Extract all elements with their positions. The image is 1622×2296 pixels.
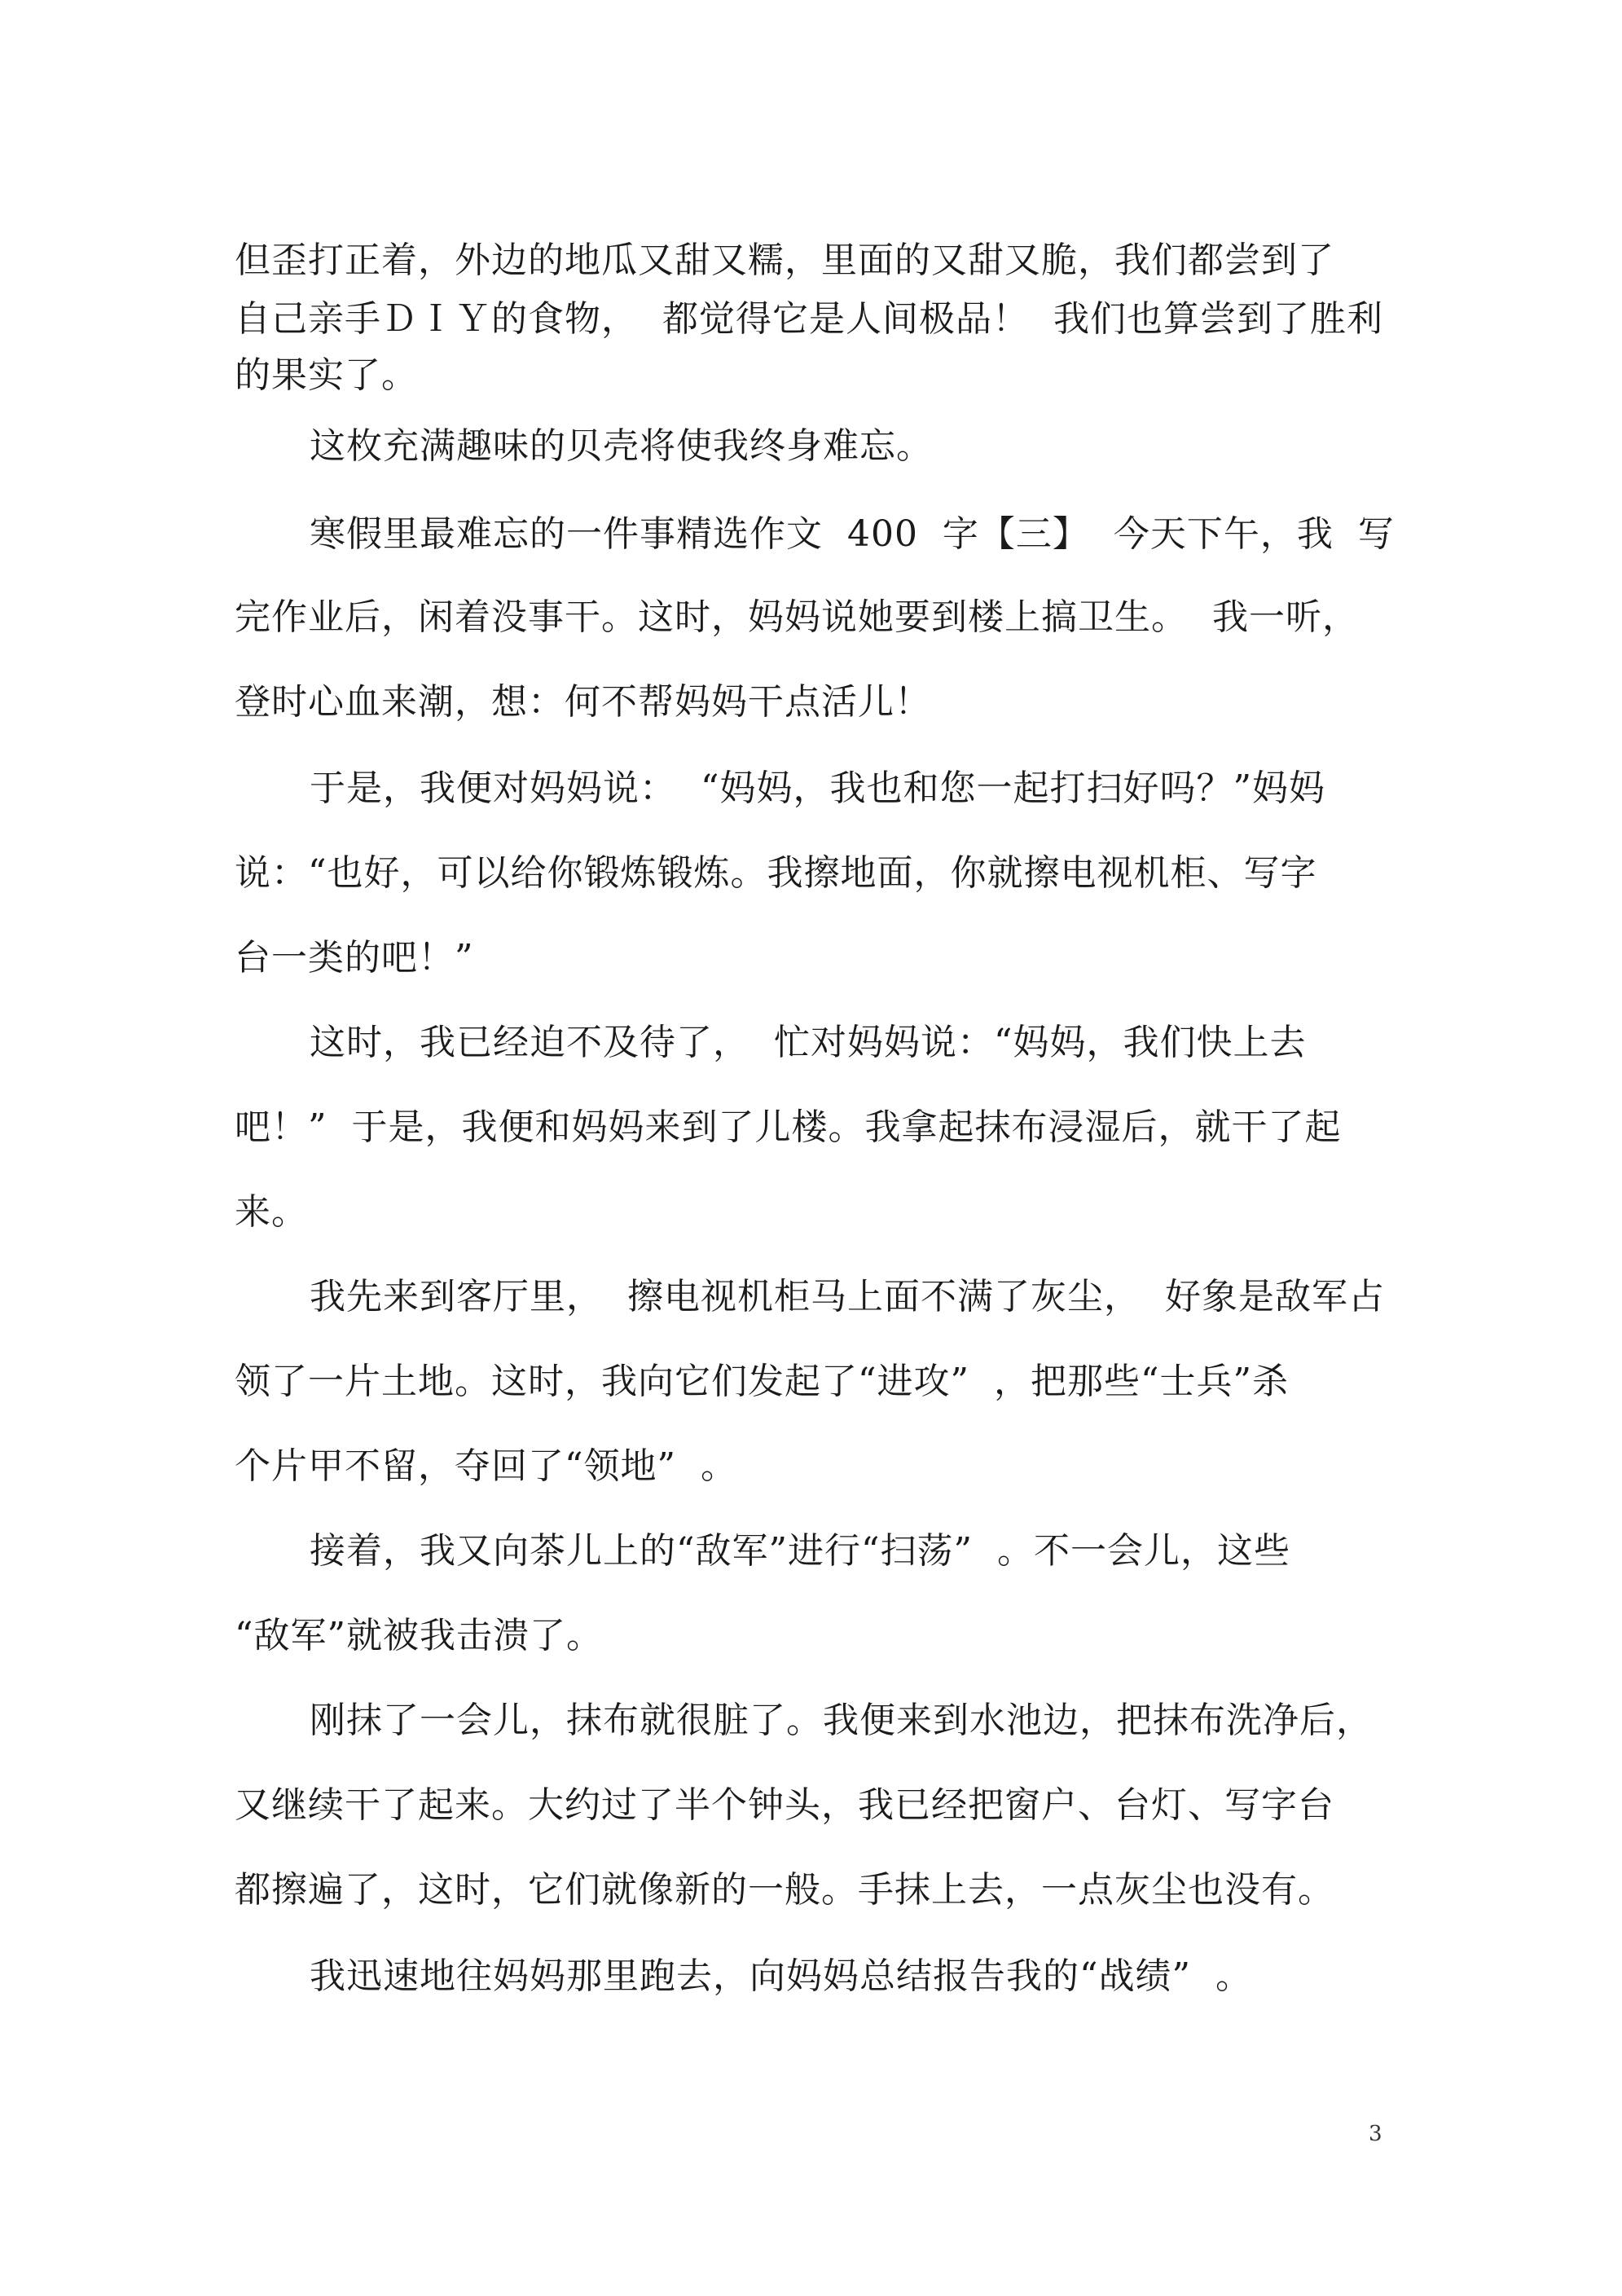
- text-line: 来。: [235, 1191, 308, 1233]
- text-line: “敌军”就被我击溃了。: [235, 1615, 603, 1656]
- text-line: 领了一片土地。这时，我向它们发起了“进攻” ，把那些“士兵”杀: [235, 1361, 1289, 1402]
- text-line: 接着，我又向茶儿上的“敌军”进行“扫荡” 。不一会儿，这些: [310, 1530, 1290, 1572]
- text-line: 又继续干了起来。大约过了半个钟头，我已经把窗户、台灯、写字台: [235, 1784, 1334, 1826]
- text-line: 我迅速地往妈妈那里跑去，向妈妈总结报告我的“战绩” 。: [310, 1955, 1252, 1997]
- text-line: 个片甲不留，夺回了“领地” 。: [235, 1445, 737, 1487]
- text-line: 刚抹了一会儿，抹布就很脏了。我便来到水池边，把抹布洗净后，: [310, 1700, 1373, 1741]
- text-line: 但歪打正着，外边的地瓜又甜又糯，里面的又甜又脆，我们都尝到了: [235, 240, 1334, 281]
- text-line: 这枚充满趣味的贝壳将使我终身难忘。: [310, 425, 933, 467]
- page-number: 3: [1369, 2122, 1382, 2146]
- text-line: 完作业后，闲着没事干。这时，妈妈说她要到楼上搞卫生。 我一听，: [235, 596, 1359, 638]
- text-line: 我先来到客厅里， 擦电视机柜马上面不满了灰尘， 好象是敌军占: [310, 1276, 1385, 1317]
- text-line: 登时心血来潮，想：何不帮妈妈干点活儿！: [235, 681, 931, 723]
- text-line: 说：“也好，可以给你锻炼锻炼。我擦地面，你就擦电视机柜、写字: [235, 852, 1317, 894]
- text-line: 这时，我已经迫不及待了， 忙对妈妈说：“妈妈，我们快上去: [310, 1022, 1307, 1063]
- text-line: 于是，我便对妈妈说： “妈妈，我也和您一起打扫好吗？”妈妈: [310, 768, 1325, 809]
- text-line: 吧！” 于是，我便和妈妈来到了儿楼。我拿起抹布浸湿后，就干了起: [235, 1106, 1342, 1148]
- text-line: 自己亲手ＤＩＹ的食物， 都觉得它是人间极品！ 我们也算尝到了胜利: [235, 298, 1383, 340]
- text-line: 寒假里最难忘的一件事精选作文 400 字【三】 今天下午，我 写: [310, 513, 1395, 555]
- text-line: 的果实了。: [235, 354, 418, 396]
- text-line: 台一类的吧！”: [235, 937, 474, 979]
- text-line: 都擦遍了，这时，它们就像新的一般。手抹上去，一点灰尘也没有。: [235, 1869, 1334, 1911]
